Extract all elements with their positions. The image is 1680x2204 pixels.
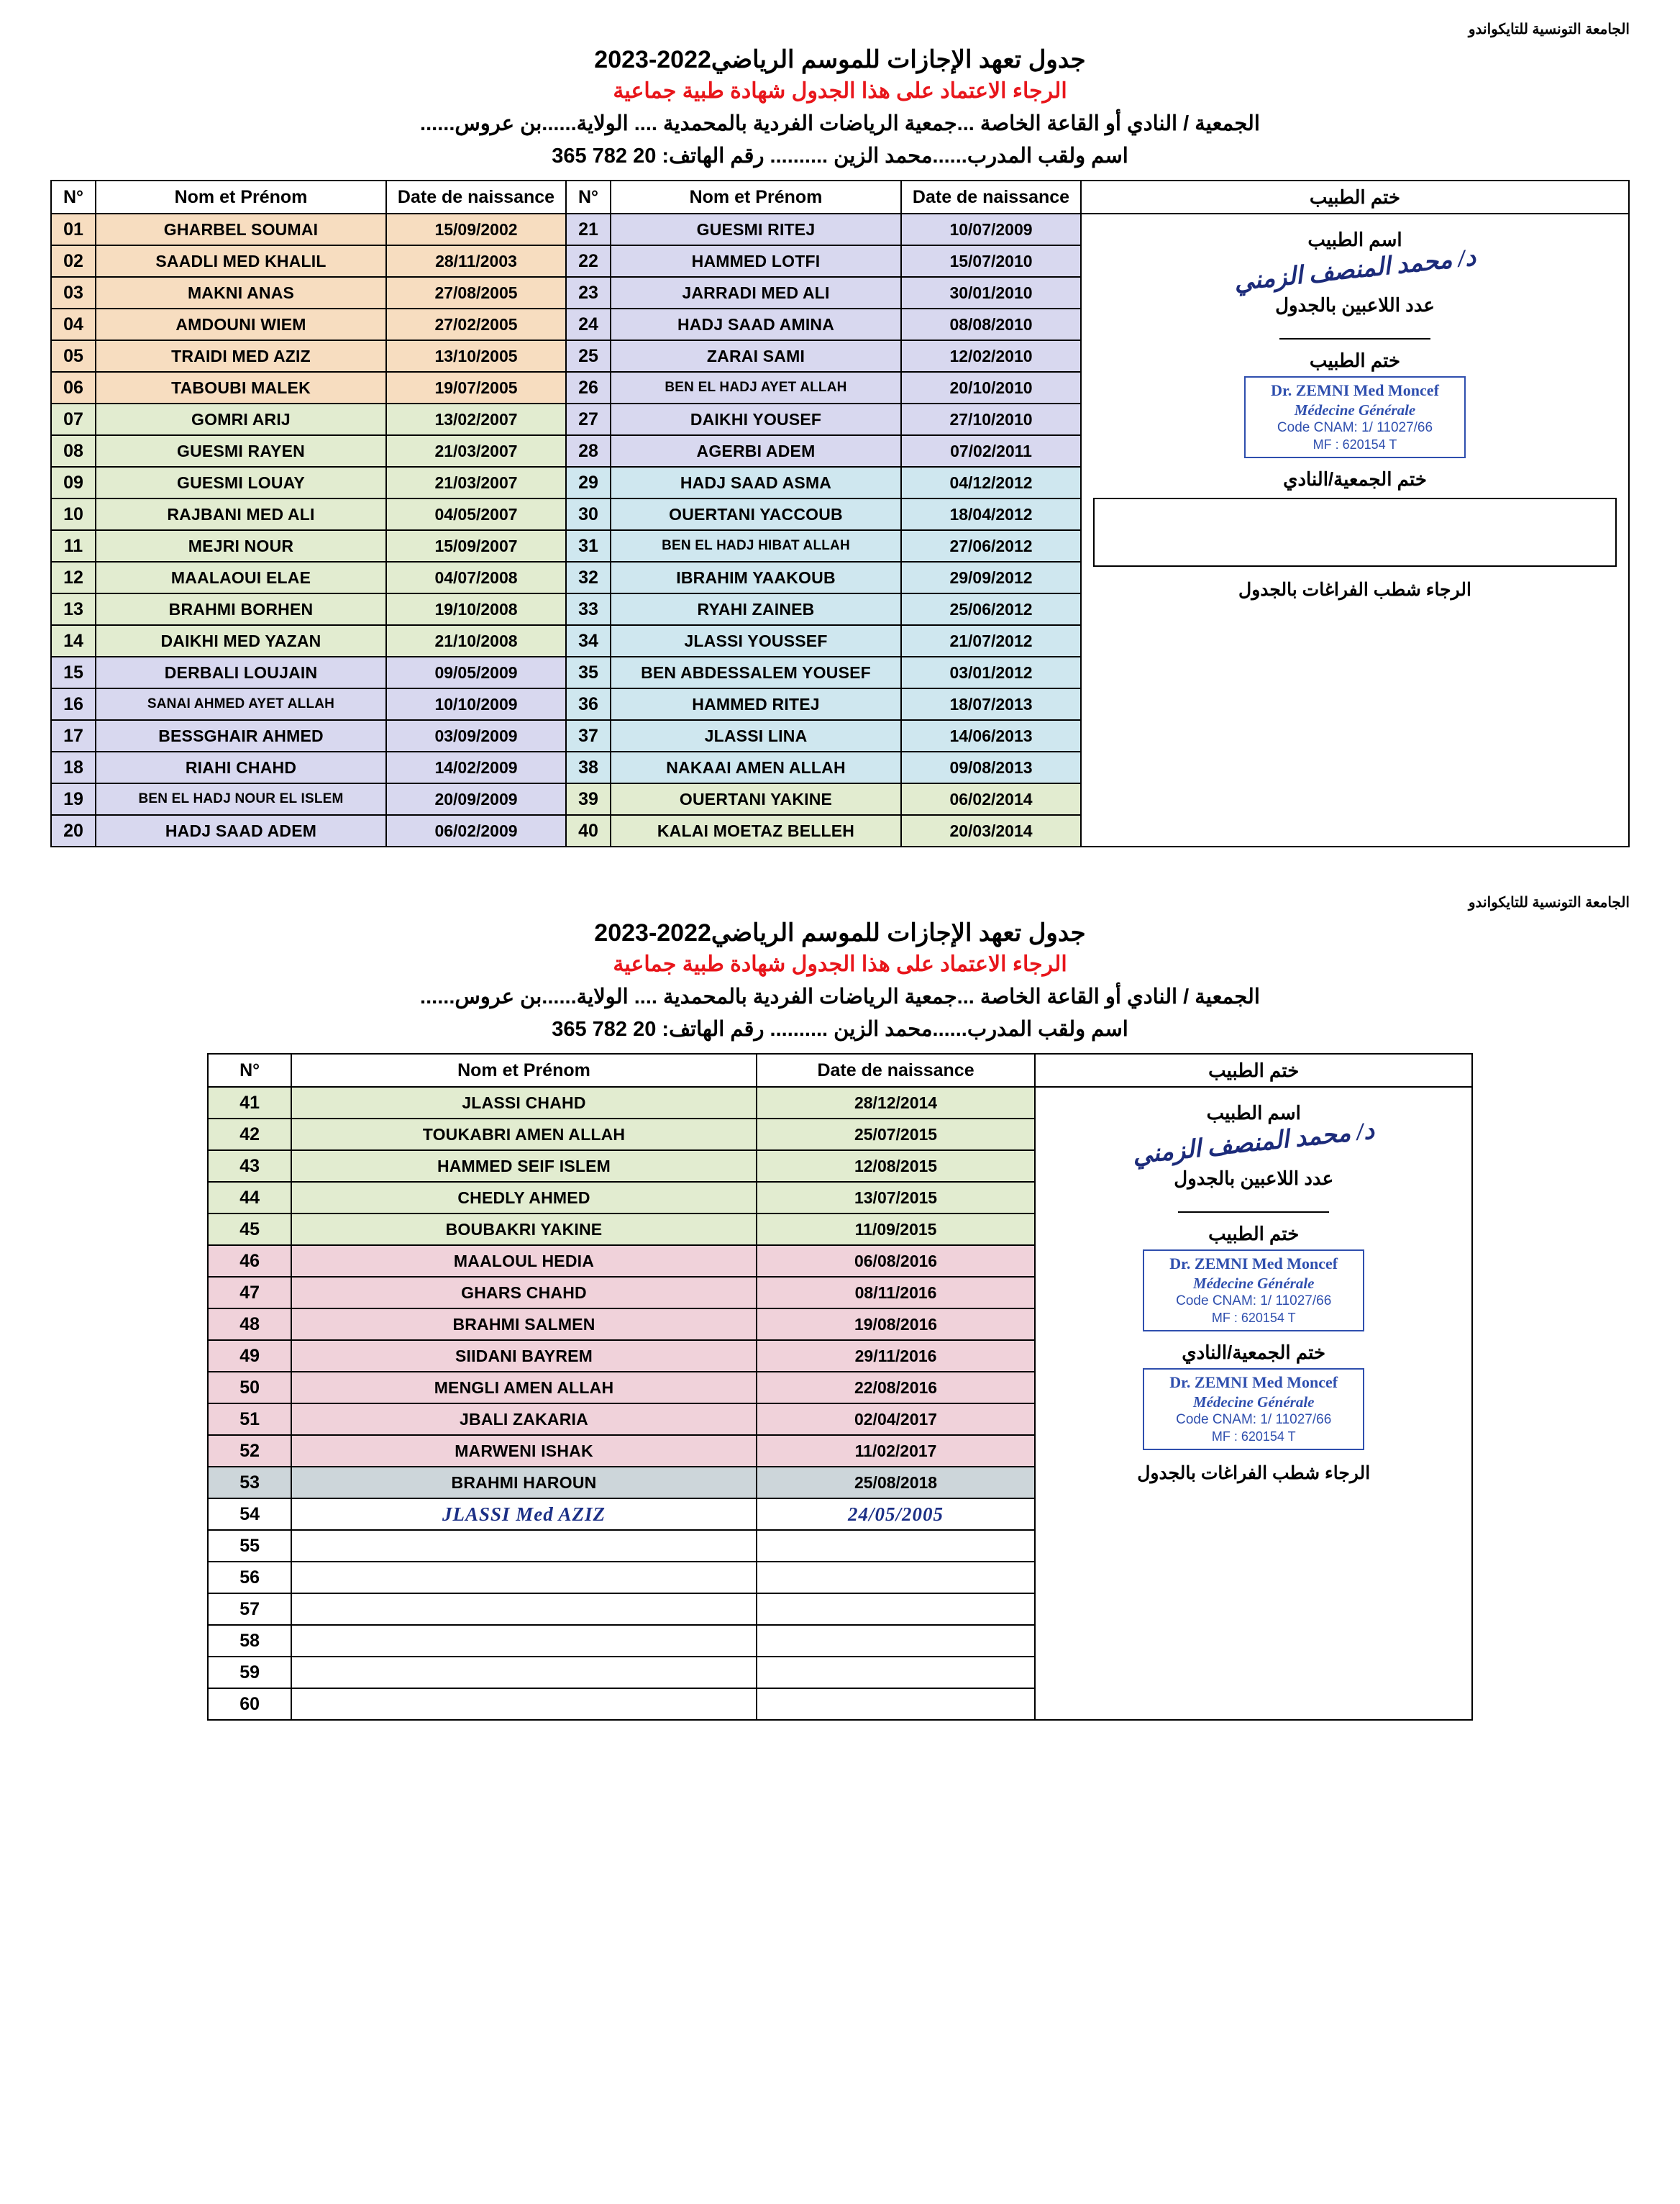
row-player-name: OUERTANI YAKINE [611,783,901,815]
row-number: 52 [208,1435,291,1467]
row-player-name[interactable] [291,1593,756,1625]
row-player-name: BEN EL HADJ AYET ALLAH [611,372,901,404]
row-number: 38 [566,752,611,783]
row-number: 35 [566,657,611,688]
row-number: 48 [208,1308,291,1340]
row-player-name: GOMRI ARIJ [96,404,386,435]
stamp-mf: MF : 620154 T [1312,437,1397,452]
row-player-name: SANAI AHMED AYET ALLAH [96,688,386,720]
row-number: 36 [566,688,611,720]
row-number: 22 [566,245,611,277]
row-player-name: IBRAHIM YAAKOUB [611,562,901,593]
row-number: 60 [208,1688,291,1720]
row-date-of-birth[interactable]: 02/04/2017 [757,1403,1036,1435]
col-header-num-left: N° [51,181,96,214]
doctor-stamp-label: ختم الطبيب [1208,1223,1300,1244]
row-date-of-birth: 21/03/2007 [386,467,566,498]
row-number: 33 [566,593,611,625]
coach-line-2: اسم ولقب المدرب......محمد الزين .......... رقم الهاتف: 20 782 365 [552,1018,1128,1041]
players-count-blank[interactable] [1178,1211,1329,1213]
row-player-name: JLASSI LINA [611,720,901,752]
row-date-of-birth: 18/04/2012 [901,498,1081,530]
row-number: 07 [51,404,96,435]
row-date-of-birth: 27/08/2005 [386,277,566,309]
row-date-of-birth: 08/08/2010 [901,309,1081,340]
federation-header: الجامعة التونسية للتايكواندو [1468,22,1630,37]
row-number: 15 [51,657,96,688]
row-player-name: BEN ABDESSALEM YOUSEF [611,657,901,688]
federation-header-2: الجامعة التونسية للتايكواندو [1468,895,1630,911]
club-stamp-label: ختم الجمعية/النادي [1283,468,1427,490]
row-number: 42 [208,1119,291,1150]
row-number: 59 [208,1657,291,1688]
stamp-cnam-code: Code CNAM: 1/ 11027/66 [1277,419,1433,435]
row-date-of-birth[interactable]: 24/05/2005 [757,1498,1036,1530]
row-player-name: BEN EL HADJ NOUR EL ISLEM [96,783,386,815]
row-number: 57 [208,1593,291,1625]
row-date-of-birth: 10/10/2009 [386,688,566,720]
row-date-of-birth: 25/06/2012 [901,593,1081,625]
row-date-of-birth: 28/11/2003 [386,245,566,277]
stamp-specialty: Médecine Générale [1192,1274,1315,1292]
row-date-of-birth[interactable] [757,1657,1036,1688]
row-number: 20 [51,815,96,847]
row-number: 56 [208,1562,291,1593]
row-player-name: GHARBEL SOUMAI [96,214,386,245]
row-number: 17 [51,720,96,752]
row-number: 41 [208,1087,291,1119]
doctor-signature: د/ محمد المنصف الزمني [1131,1117,1377,1170]
doctor-stamp [1244,376,1466,458]
doctor-stamp [1143,1368,1364,1450]
row-date-of-birth: 19/07/2005 [386,372,566,404]
row-date-of-birth: 09/05/2009 [386,657,566,688]
row-date-of-birth: 15/07/2010 [901,245,1081,277]
row-player-name: TRAIDI MED AZIZ [96,340,386,372]
row-number: 11 [51,530,96,562]
row-date-of-birth[interactable]: 25/07/2015 [757,1119,1036,1150]
row-date-of-birth: 15/09/2007 [386,530,566,562]
row-date-of-birth[interactable]: 12/08/2015 [757,1150,1036,1182]
doctor-name-label: اسم الطبيب [1307,229,1402,250]
doctor-stamp-cell [1035,1087,1472,1720]
table-header-row-2 [208,1054,1472,1087]
row-player-name[interactable] [291,1657,756,1688]
row-date-of-birth[interactable]: 11/02/2017 [757,1435,1036,1467]
row-player-name: GUESMI RAYEN [96,435,386,467]
table-header-row [51,181,1629,214]
row-player-name[interactable]: MARWENI ISHAK [291,1435,756,1467]
row-date-of-birth[interactable] [757,1625,1036,1657]
row-player-name: MEJRI NOUR [96,530,386,562]
players-table-page1 [50,180,1630,847]
row-player-name[interactable] [291,1562,756,1593]
row-player-name[interactable]: SIIDANI BAYREM [291,1340,756,1372]
row-number: 40 [566,815,611,847]
row-number: 23 [566,277,611,309]
row-player-name: GUESMI RITEJ [611,214,901,245]
row-date-of-birth[interactable]: 06/08/2016 [757,1245,1036,1277]
doctor-stamp [1143,1249,1364,1331]
players-count-label: عدد اللاعبين بالجدول [1275,294,1435,316]
row-number: 10 [51,498,96,530]
row-date-of-birth: 03/01/2012 [901,657,1081,688]
row-player-name[interactable]: MENGLI AMEN ALLAH [291,1372,756,1403]
row-player-name: KALAI MOETAZ BELLEH [611,815,901,847]
doctor-signature: د/ محمد المنصف الزمني [1233,244,1477,296]
col-header-name-right: Nom et Prénom [611,181,901,214]
row-date-of-birth: 21/07/2012 [901,625,1081,657]
row-date-of-birth: 20/09/2009 [386,783,566,815]
stamp-doctor-name: Dr. ZEMNI Med Moncef [1169,1373,1338,1391]
row-number: 13 [51,593,96,625]
row-number: 30 [566,498,611,530]
row-date-of-birth: 20/03/2014 [901,815,1081,847]
row-player-name: OUERTANI YACCOUB [611,498,901,530]
row-number: 04 [51,309,96,340]
row-number: 16 [51,688,96,720]
row-player-name[interactable] [291,1688,756,1720]
row-date-of-birth[interactable]: 11/09/2015 [757,1213,1036,1245]
row-number: 18 [51,752,96,783]
strike-blanks-note: الرجاء شطب الفراغات بالجدول [1238,580,1471,600]
col-header-doctor-stamp: ختم الطبيب [1081,181,1629,214]
medical-certificate-note-2: الرجاء الاعتماد على هذا الجدول شهادة طبية جماعية [613,952,1067,976]
doctor-name-label: اسم الطبيب [1206,1102,1301,1124]
row-number: 28 [566,435,611,467]
row-date-of-birth[interactable] [757,1688,1036,1720]
row-player-name: AMDOUNI WIEM [96,309,386,340]
row-date-of-birth: 18/07/2013 [901,688,1081,720]
row-number: 39 [566,783,611,815]
doctor-stamp-cell [1081,214,1629,847]
row-date-of-birth: 21/03/2007 [386,435,566,467]
row-date-of-birth[interactable]: 08/11/2016 [757,1277,1036,1308]
row-player-name: DERBALI LOUJAIN [96,657,386,688]
stamp-mf: MF : 620154 T [1211,1429,1296,1444]
row-player-name: HADJ SAAD ASMA [611,467,901,498]
row-player-name[interactable]: JLASSI CHAHD [291,1087,756,1119]
row-player-name: GUESMI LOUAY [96,467,386,498]
doctor-stamp-label: ختم الطبيب [1309,350,1401,371]
row-number: 03 [51,277,96,309]
row-date-of-birth: 10/07/2009 [901,214,1081,245]
doctor-stamp-panel [1082,214,1628,606]
row-date-of-birth: 07/02/2011 [901,435,1081,467]
players-count-blank[interactable] [1279,338,1430,340]
row-date-of-birth: 13/02/2007 [386,404,566,435]
row-player-name: HAMMED LOTFI [611,245,901,277]
club-stamp-box[interactable] [1093,498,1617,567]
row-number: 34 [566,625,611,657]
row-date-of-birth: 27/02/2005 [386,309,566,340]
row-number: 19 [51,783,96,815]
stamp-specialty: Médecine Générale [1192,1393,1315,1411]
row-date-of-birth: 03/09/2009 [386,720,566,752]
row-date-of-birth[interactable]: 28/12/2014 [757,1087,1036,1119]
club-line: الجمعية / النادي أو القاعة الخاصة ...جمعية الرياضات الفردية بالمحمدية .... الولاية......بن عروس...... [420,112,1260,135]
row-player-name[interactable]: TOUKABRI AMEN ALLAH [291,1119,756,1150]
row-number: 02 [51,245,96,277]
row-number: 53 [208,1467,291,1498]
page-2 [0,880,1680,1754]
row-number: 44 [208,1182,291,1213]
row-date-of-birth[interactable]: 29/11/2016 [757,1340,1036,1372]
row-date-of-birth: 09/08/2013 [901,752,1081,783]
row-number: 31 [566,530,611,562]
row-number: 58 [208,1625,291,1657]
coach-line: اسم ولقب المدرب......محمد الزين .......... رقم الهاتف: 20 782 365 [552,145,1128,168]
row-date-of-birth[interactable] [757,1562,1036,1593]
col-header-name-p2: Nom et Prénom [291,1054,756,1087]
row-date-of-birth: 06/02/2014 [901,783,1081,815]
row-player-name[interactable]: HAMMED SEIF ISLEM [291,1150,756,1182]
row-date-of-birth[interactable]: 13/07/2015 [757,1182,1036,1213]
row-player-name[interactable]: GHARS CHAHD [291,1277,756,1308]
row-number: 45 [208,1213,291,1245]
row-number: 43 [208,1150,291,1182]
row-number: 32 [566,562,611,593]
row-player-name: ZARAI SAMI [611,340,901,372]
row-player-name: MAALAOUI ELAE [96,562,386,593]
row-date-of-birth: 06/02/2009 [386,815,566,847]
row-number: 09 [51,467,96,498]
row-date-of-birth: 27/06/2012 [901,530,1081,562]
col-header-doctor-stamp-p2: ختم الطبيب [1035,1054,1472,1087]
row-player-name[interactable]: BOUBAKRI YAKINE [291,1213,756,1245]
stamp-doctor-name: Dr. ZEMNI Med Moncef [1169,1254,1338,1272]
row-player-name: DAIKHI YOUSEF [611,404,901,435]
row-number: 25 [566,340,611,372]
row-player-name: BESSGHAIR AHMED [96,720,386,752]
row-player-name: JLASSI YOUSSEF [611,625,901,657]
row-date-of-birth: 15/09/2002 [386,214,566,245]
table-row [208,1087,1472,1119]
col-header-name-left: Nom et Prénom [96,181,386,214]
row-date-of-birth: 20/10/2010 [901,372,1081,404]
row-number: 26 [566,372,611,404]
stamp-specialty: Médecine Générale [1294,401,1416,419]
row-player-name: RAJBANI MED ALI [96,498,386,530]
row-date-of-birth: 29/09/2012 [901,562,1081,593]
row-player-name: HAMMED RITEJ [611,688,901,720]
page-1 [0,0,1680,880]
row-number: 47 [208,1277,291,1308]
row-player-name[interactable]: MAALOUL HEDIA [291,1245,756,1277]
row-player-name[interactable]: CHEDLY AHMED [291,1182,756,1213]
players-table-page2 [207,1053,1473,1721]
row-player-name: MAKNI ANAS [96,277,386,309]
row-date-of-birth: 19/10/2008 [386,593,566,625]
row-date-of-birth[interactable] [757,1593,1036,1625]
club-line-2: الجمعية / النادي أو القاعة الخاصة ...جمعية الرياضات الفردية بالمحمدية .... الولاية......بن عروس...... [420,985,1260,1008]
row-number: 54 [208,1498,291,1530]
row-date-of-birth: 30/01/2010 [901,277,1081,309]
row-number: 14 [51,625,96,657]
row-number: 21 [566,214,611,245]
row-player-name[interactable]: BRAHMI SALMEN [291,1308,756,1340]
row-player-name: SAADLI MED KHALIL [96,245,386,277]
row-date-of-birth: 12/02/2010 [901,340,1081,372]
page-title-2: جدول تعهد الإجازات للموسم الرياضي2022-2023 [594,919,1086,947]
row-number: 12 [51,562,96,593]
row-number: 50 [208,1372,291,1403]
row-date-of-birth: 27/10/2010 [901,404,1081,435]
page-title: جدول تعهد الإجازات للموسم الرياضي2022-2023 [594,46,1086,73]
row-number: 46 [208,1245,291,1277]
club-stamp-label: ختم الجمعية/النادي [1182,1342,1326,1363]
row-player-name[interactable]: JBALI ZAKARIA [291,1403,756,1435]
row-date-of-birth: 13/10/2005 [386,340,566,372]
row-player-name: NAKAAI AMEN ALLAH [611,752,901,783]
row-player-name: TABOUBI MALEK [96,372,386,404]
col-header-dob-left: Date de naissance [386,181,566,214]
row-number: 05 [51,340,96,372]
row-player-name: BRAHMI BORHEN [96,593,386,625]
row-player-name[interactable] [291,1530,756,1562]
row-player-name: RIAHI CHAHD [96,752,386,783]
row-player-name: HADJ SAAD ADEM [96,815,386,847]
row-date-of-birth: 14/02/2009 [386,752,566,783]
row-date-of-birth[interactable]: 22/08/2016 [757,1372,1036,1403]
stamp-doctor-name: Dr. ZEMNI Med Moncef [1271,381,1439,399]
row-date-of-birth: 04/07/2008 [386,562,566,593]
row-player-name: HADJ SAAD AMINA [611,309,901,340]
row-player-name: DAIKHI MED YAZAN [96,625,386,657]
players-count-label: عدد اللاعبين بالجدول [1174,1167,1334,1189]
row-date-of-birth: 04/12/2012 [901,467,1081,498]
row-number: 51 [208,1403,291,1435]
stamp-mf: MF : 620154 T [1211,1310,1296,1325]
row-player-name: AGERBI ADEM [611,435,901,467]
row-date-of-birth[interactable]: 19/08/2016 [757,1308,1036,1340]
row-player-name[interactable]: JLASSI Med AZIZ [291,1498,756,1530]
row-number: 24 [566,309,611,340]
col-header-dob-p2: Date de naissance [757,1054,1036,1087]
row-number: 27 [566,404,611,435]
row-date-of-birth: 21/10/2008 [386,625,566,657]
strike-blanks-note: الرجاء شطب الفراغات بالجدول [1137,1463,1371,1483]
table-row [51,214,1629,245]
row-number: 37 [566,720,611,752]
row-date-of-birth[interactable]: 25/08/2018 [757,1467,1036,1498]
row-number: 06 [51,372,96,404]
row-player-name: BEN EL HADJ HIBAT ALLAH [611,530,901,562]
col-header-dob-right: Date de naissance [901,181,1081,214]
row-date-of-birth[interactable] [757,1530,1036,1562]
row-number: 08 [51,435,96,467]
row-date-of-birth: 04/05/2007 [386,498,566,530]
row-date-of-birth: 14/06/2013 [901,720,1081,752]
row-number: 29 [566,467,611,498]
row-number: 49 [208,1340,291,1372]
col-header-num-right: N° [566,181,611,214]
row-player-name[interactable]: BRAHMI HAROUN [291,1467,756,1498]
col-header-num-p2: N° [208,1054,291,1087]
row-player-name: JARRADI MED ALI [611,277,901,309]
doctor-stamp-panel [1036,1088,1471,1490]
row-player-name[interactable] [291,1625,756,1657]
stamp-cnam-code: Code CNAM: 1/ 11027/66 [1176,1411,1332,1427]
row-player-name: RYAHI ZAINEB [611,593,901,625]
stamp-cnam-code: Code CNAM: 1/ 11027/66 [1176,1293,1332,1308]
row-number: 55 [208,1530,291,1562]
row-number: 01 [51,214,96,245]
medical-certificate-note: الرجاء الاعتماد على هذا الجدول شهادة طبية جماعية [613,79,1067,103]
